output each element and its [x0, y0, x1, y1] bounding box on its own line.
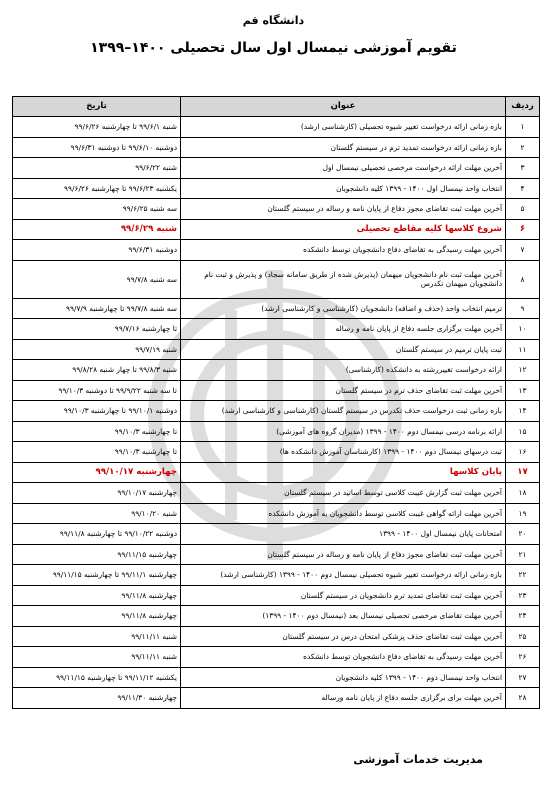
table-row [13, 524, 540, 545]
cell-row-number: ۲۷ [506, 667, 540, 688]
cell-title: امتحانات پایان نیمسال اول ۱۴۰۰ - ۱۳۹۹ [181, 524, 506, 545]
cell-row-number: ۱۴ [506, 401, 540, 422]
cell-title: انتخاب واحد نیمسال دوم ۱۴۰۰ - ۱۳۹۹ کلیه دانشجویان [181, 667, 506, 688]
table-row [13, 626, 540, 647]
cell-row-number: ۲۵ [506, 626, 540, 647]
cell-title: آخرین مهلت ثبت تقاضای مجوز دفاع از پایان نامه و رساله در سیستم گلستان [181, 199, 506, 220]
cell-row-number: ۲۴ [506, 606, 540, 627]
cell-title: ثبت پایان ترمیم در سیستم گلستان [181, 339, 506, 360]
cell-row-number: ۵ [506, 199, 540, 220]
cell-date: چهارشنبه ۹۹/۱۱/۸ [13, 606, 181, 627]
table-row [13, 667, 540, 688]
table-row [13, 688, 540, 709]
cell-row-number: ۱۱ [506, 339, 540, 360]
table-row [13, 565, 540, 586]
cell-title: آخرین مهلت ثبت گزارش غیبت کلاسی توسط اساتید در سیستم گلستان [181, 483, 506, 504]
table-row [13, 137, 540, 158]
cell-row-number: ۲ [506, 137, 540, 158]
cell-date: یکشنبه ۹۹/۱۱/۱۲ تا چهارشنبه ۹۹/۱۱/۱۵ [13, 667, 181, 688]
cell-title: ارائه درخواست تغییررشته به دانشکده (کارشناسی) [181, 360, 506, 381]
cell-title: آخرین مهلت رسیدگی به تقاضای دفاع دانشجویان توسط دانشکده [181, 240, 506, 261]
cell-date: شنبه ۹۹/۱۰/۲۰ [13, 503, 181, 524]
cell-row-number: ۲۸ [506, 688, 540, 709]
cell-date: شنبه ۹۹/۷/۱۹ [13, 339, 181, 360]
cell-date: شنبه ۹۹/۶/۲۲ [13, 158, 181, 179]
cell-row-number: ۸ [506, 260, 540, 298]
cell-date: دوشنبه ۹۹/۶/۳۱ [13, 240, 181, 261]
column-header-row-number: ردیف [506, 97, 540, 117]
table-row [13, 462, 540, 483]
table-row [13, 199, 540, 220]
page-title: تقویم آموزشی نیمسال اول سال تحصیلی ۱۴۰۰–۱۳۹۹ [90, 40, 457, 56]
cell-date: دوشنبه ۹۹/۶/۱۰ تا دوشنبه ۹۹/۶/۳۱ [13, 137, 181, 158]
cell-date: سه شنبه ۹۹/۶/۲۵ [13, 199, 181, 220]
table-row [13, 585, 540, 606]
table-row [13, 219, 540, 240]
cell-row-number: ۱ [506, 117, 540, 138]
cell-title: آخرین مهلت برای برگزاری جلسه دفاع از پایان نامه ورساله [181, 688, 506, 709]
cell-row-number: ۴ [506, 178, 540, 199]
cell-title: آخرین مهلت برگزاری جلسه دفاع از پایان نامه و رساله [181, 319, 506, 340]
cell-title: پایان کلاسها [181, 462, 506, 483]
footer-signature: مدیریت خدمات آموزشی [353, 753, 483, 766]
cell-row-number: ۹ [506, 298, 540, 319]
table-row [13, 240, 540, 261]
cell-row-number: ۳ [506, 158, 540, 179]
table-row [13, 360, 540, 381]
cell-title: آخرین مهلت ثبت تقاضای تمدید ترم دانشجویان در سیستم گلستان [181, 585, 506, 606]
table-row [13, 260, 540, 298]
table-row [13, 339, 540, 360]
cell-title: آخرین مهلت رسیدگی به تقاضای دفاع دانشجویان توسط دانشکده [181, 647, 506, 668]
cell-row-number: ۱۵ [506, 421, 540, 442]
column-header-title: عنوان [181, 97, 506, 117]
column-header-date: تاریخ [13, 97, 181, 117]
university-name: دانشگاه قم [242, 14, 305, 27]
cell-date: یکشنبه ۹۹/۶/۲۳ تا چهارشنبه ۹۹/۶/۲۶ [13, 178, 181, 199]
cell-row-number: ۲۶ [506, 647, 540, 668]
cell-row-number: ۲۳ [506, 585, 540, 606]
cell-title: بازه زمانی ثبت درخواست حذف تکدرس در سیستم گلستان (کارشناسی و کارشناسی ارشد) [181, 401, 506, 422]
table-row [13, 503, 540, 524]
table-row [13, 483, 540, 504]
cell-title: بازه زمانی ارائه درخواست تمدید ترم در سیستم گلستان [181, 137, 506, 158]
cell-date: چهارشنبه ۹۹/۱۰/۱۷ [13, 483, 181, 504]
cell-date: شنبه ۹۹/۶/۱ تا چهارشنبه ۹۹/۶/۲۶ [13, 117, 181, 138]
cell-title: آخرین مهلت تقاضای مرخصی تحصیلی نیمسال بعد (نیمسال دوم ۱۴۰۰ - ۱۳۹۹) [181, 606, 506, 627]
table-row [13, 117, 540, 138]
cell-row-number: ۱۰ [506, 319, 540, 340]
cell-date: تا چهارشنبه ۹۹/۱۰/۳ [13, 442, 181, 463]
cell-title: ثبت درسهای نیمسال دوم ۱۴۰۰ - ۱۳۹۹ (کارشناسان آموزش دانشکده ها) [181, 442, 506, 463]
cell-date: دوشنبه ۹۹/۱۰/۲۲ تا چهارشنبه ۹۹/۱۱/۸ [13, 524, 181, 545]
cell-date: تا چهارشنبه ۹۹/۷/۱۶ [13, 319, 181, 340]
cell-date: شنبه ۹۹/۸/۳ تا چهار شنبه ۹۹/۸/۲۸ [13, 360, 181, 381]
cell-title: شروع کلاسها کلیه مقاطع تحصیلی [181, 219, 506, 240]
cell-date: شنبه ۹۹/۱۱/۱۱ [13, 626, 181, 647]
table-row [13, 319, 540, 340]
cell-title: بازه زمانی ارائه درخواست تغییر شیوه تحصیلی (کارشناسی ارشد) [181, 117, 506, 138]
table-row [13, 647, 540, 668]
cell-date: دوشنبه ۹۹/۱۰/۱ تا چهارشنبه ۹۹/۱۰/۳ [13, 401, 181, 422]
cell-title: آخرین مهلت ارائه درخواست مرخصی تحصیلی نیمسال اول [181, 158, 506, 179]
cell-title: بازه زمانی ارائه درخواست تغییر شیوه تحصیلی نیمسال دوم ۱۴۰۰ - ۱۳۹۹ (کارشناسی ارشد) [181, 565, 506, 586]
table-row [13, 544, 540, 565]
cell-date: تا سه شنبه ۹۹/۹/۲۲ تا دوشنبه ۹۹/۱۰/۳ [13, 380, 181, 401]
table-row [13, 380, 540, 401]
cell-row-number: ۲۰ [506, 524, 540, 545]
cell-title: ترمیم انتخاب واحد (حذف و اضافه) دانشجویان (کارشناسی و کارشناسی ارشد) [181, 298, 506, 319]
cell-title: آخرین مهلت ارائه گواهی غیبت کلاسی توسط دانشجویان به آموزش دانشکده [181, 503, 506, 524]
cell-date: سه شنبه ۹۹/۷/۸ تا چهارشنبه ۹۹/۷/۹ [13, 298, 181, 319]
cell-title: آخرین مهلت ثبت تقاضای مجوز دفاع از پایان نامه و رساله در سیستم گلستان [181, 544, 506, 565]
cell-title: آخرین مهلت ثبت نام دانشجویان میهمان (پذیرش شده از طریق سامانه سجاد) و پذیرش و ثبت نام دانشجویان میهمان تکدرس [181, 260, 506, 298]
table-row [13, 298, 540, 319]
cell-row-number: ۷ [506, 240, 540, 261]
calendar-table [12, 96, 540, 709]
cell-date: چهارشنبه ۹۹/۱۱/۱ تا چهارشنبه ۹۹/۱۱/۱۵ [13, 565, 181, 586]
cell-date: چهارشنبه ۹۹/۱۱/۳۰ [13, 688, 181, 709]
cell-title: آخرین مهلت ثبت تقاضای حذف پزشکی امتحان درس در سیستم گلستان [181, 626, 506, 647]
cell-row-number: ۱۹ [506, 503, 540, 524]
cell-row-number: ۱۳ [506, 380, 540, 401]
cell-date: تا چهارشنبه ۹۹/۱۰/۳ [13, 421, 181, 442]
cell-row-number: ۱۸ [506, 483, 540, 504]
table-row [13, 178, 540, 199]
table-row [13, 421, 540, 442]
cell-row-number: ۱۷ [506, 462, 540, 483]
cell-date: شنبه ۹۹/۱۱/۱۱ [13, 647, 181, 668]
cell-title: ارائه برنامه درسی نیمسال دوم ۱۴۰۰ - ۱۳۹۹ (مدیران گروه های آموزشی) [181, 421, 506, 442]
cell-row-number: ۲۱ [506, 544, 540, 565]
table-row [13, 158, 540, 179]
cell-row-number: ۶ [506, 219, 540, 240]
cell-date: شنبه ۹۹/۶/۲۹ [13, 219, 181, 240]
cell-date: سه شنبه ۹۹/۷/۸ [13, 260, 181, 298]
table-row [13, 442, 540, 463]
cell-row-number: ۱۲ [506, 360, 540, 381]
cell-row-number: ۱۶ [506, 442, 540, 463]
cell-date: چهارشنبه ۹۹/۱۰/۱۷ [13, 462, 181, 483]
cell-title: آخرین مهلت ثبت تقاضای حذف ترم در سیستم گلستان [181, 380, 506, 401]
cell-date: چهارشنبه ۹۹/۱۱/۸ [13, 585, 181, 606]
cell-row-number: ۲۲ [506, 565, 540, 586]
table-row [13, 606, 540, 627]
table-header-row [13, 97, 540, 117]
cell-date: چهارشنبه ۹۹/۱۱/۱۵ [13, 544, 181, 565]
cell-title: انتخاب واحد نیمسال اول ۱۴۰۰ - ۱۳۹۹ کلیه دانشجویان [181, 178, 506, 199]
table-row [13, 401, 540, 422]
